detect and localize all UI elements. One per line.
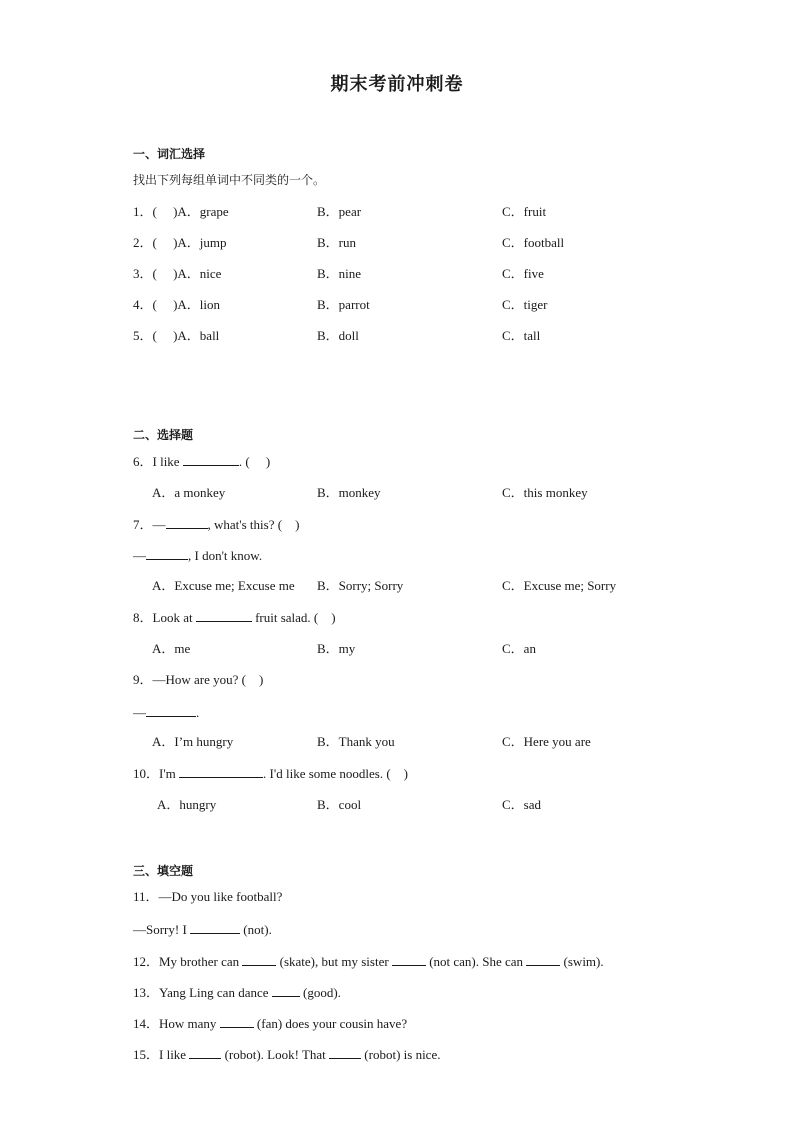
answer-blank[interactable] — [329, 1046, 361, 1059]
q13-part-1: 13．Yang Ling can dance — [133, 985, 272, 1000]
answer-blank[interactable] — [242, 953, 276, 966]
q6-stem-pre: 6．I like — [133, 454, 183, 469]
q12-stem — [133, 953, 604, 970]
answer-blank[interactable] — [392, 953, 426, 966]
q7-line2-post: , I don't know. — [188, 548, 263, 563]
answer-blank[interactable] — [272, 984, 300, 997]
q2-option-c: C．football — [502, 235, 565, 250]
q7-stem — [133, 516, 299, 533]
q12-part-1: 12．My brother can — [133, 954, 243, 969]
q9-stem: 9．—How are you? ( ) — [133, 672, 264, 687]
q11-line2-post: (not). — [240, 922, 272, 937]
q12-part-2: (skate), but my sister — [276, 954, 392, 969]
q14-part-2: (fan) does your cousin have? — [253, 1016, 408, 1031]
q9-option-a: A．I’m hungry — [152, 734, 234, 749]
q8-option-a: A．me — [152, 641, 191, 656]
q7-line2 — [133, 547, 262, 564]
q4-option-c: C．tiger — [502, 297, 548, 312]
page-title: 期末考前冲刺卷 — [330, 74, 464, 95]
section-3-heading: 三、填空题 — [133, 864, 194, 878]
q10-option-a: A．hungry — [157, 797, 217, 812]
q10-stem-post: . I'd like some noodles. ( ) — [263, 766, 409, 781]
q10-stem — [133, 765, 408, 782]
q9-line2-pre: — — [133, 705, 146, 720]
q12-part-3: (not can). She can — [425, 954, 527, 969]
section-1-instruction: 找出下列每组单词中不同类的一个。 — [133, 173, 326, 187]
q9-option-b: B．Thank you — [317, 734, 395, 749]
q1-option-b: B．pear — [317, 204, 362, 219]
q8-stem — [133, 609, 336, 626]
q6-option-c: C．this monkey — [502, 485, 588, 500]
q6-stem-post: . ( ) — [238, 454, 271, 469]
q13-part-2: (good). — [299, 985, 341, 1000]
answer-blank[interactable] — [146, 704, 196, 717]
q15-part-3: (robot) is nice. — [361, 1047, 441, 1062]
q14-part-1: 14．How many — [133, 1016, 220, 1031]
q3-option-a: 3．( )A．nice — [133, 266, 222, 281]
answer-blank[interactable] — [220, 1015, 254, 1028]
answer-blank[interactable] — [196, 609, 252, 622]
q6-stem — [133, 453, 270, 470]
q10-option-c: C．sad — [502, 797, 542, 812]
answer-blank[interactable] — [179, 765, 263, 778]
q4-option-a: 4．( )A．lion — [133, 297, 221, 312]
q7-stem-pre: 7．— — [133, 517, 166, 532]
q4-option-b: B．parrot — [317, 297, 370, 312]
q3-option-c: C．five — [502, 266, 544, 281]
q15-part-2: (robot). Look! That — [221, 1047, 330, 1062]
q3-option-b: B．nine — [317, 266, 362, 281]
q8-stem-post: fruit salad. ( ) — [251, 610, 336, 625]
q13-stem — [133, 984, 341, 1001]
q14-stem — [133, 1015, 407, 1032]
q8-stem-pre: 8．Look at — [133, 610, 196, 625]
q2-option-b: B．run — [317, 235, 357, 250]
q11-line2 — [133, 921, 272, 938]
answer-blank[interactable] — [166, 516, 208, 529]
q8-option-b: B．my — [317, 641, 356, 656]
q7-option-b: B．Sorry; Sorry — [317, 578, 404, 593]
q7-option-a: A．Excuse me; Excuse me — [152, 578, 295, 593]
q5-option-b: B．doll — [317, 328, 359, 343]
q12-part-4: (swim). — [560, 954, 604, 969]
q9-line2-post: . — [196, 705, 200, 720]
q1-option-a: 1．( )A．grape — [133, 204, 229, 219]
q15-stem — [133, 1046, 440, 1063]
q7-stem-post: , what's this? ( ) — [207, 517, 300, 532]
answer-blank[interactable] — [183, 453, 239, 466]
q9-option-c: C．Here you are — [502, 734, 591, 749]
q7-option-c: C．Excuse me; Sorry — [502, 578, 617, 593]
q5-option-c: C．tall — [502, 328, 541, 343]
q2-option-a: 2．( )A．jump — [133, 235, 227, 250]
answer-blank[interactable] — [189, 1046, 221, 1059]
q1-option-c: C．fruit — [502, 204, 547, 219]
q11-stem: 11．—Do you like football? — [133, 889, 283, 904]
answer-blank[interactable] — [146, 547, 188, 560]
q9-line2 — [133, 704, 199, 721]
answer-blank[interactable] — [190, 921, 240, 934]
q5-option-a: 5．( )A．ball — [133, 328, 220, 343]
section-2-heading: 二、选择题 — [133, 428, 194, 442]
q8-option-c: C．an — [502, 641, 536, 656]
q11-line2-pre: —Sorry! I — [133, 922, 191, 937]
q6-option-a: A．a monkey — [152, 485, 226, 500]
section-1-heading: 一、词汇选择 — [133, 147, 206, 161]
answer-blank[interactable] — [526, 953, 560, 966]
q10-option-b: B．cool — [317, 797, 362, 812]
q6-option-b: B．monkey — [317, 485, 381, 500]
q15-part-1: 15．I like — [133, 1047, 190, 1062]
q10-stem-pre: 10．I'm — [133, 766, 180, 781]
q7-line2-pre: — — [133, 548, 146, 563]
